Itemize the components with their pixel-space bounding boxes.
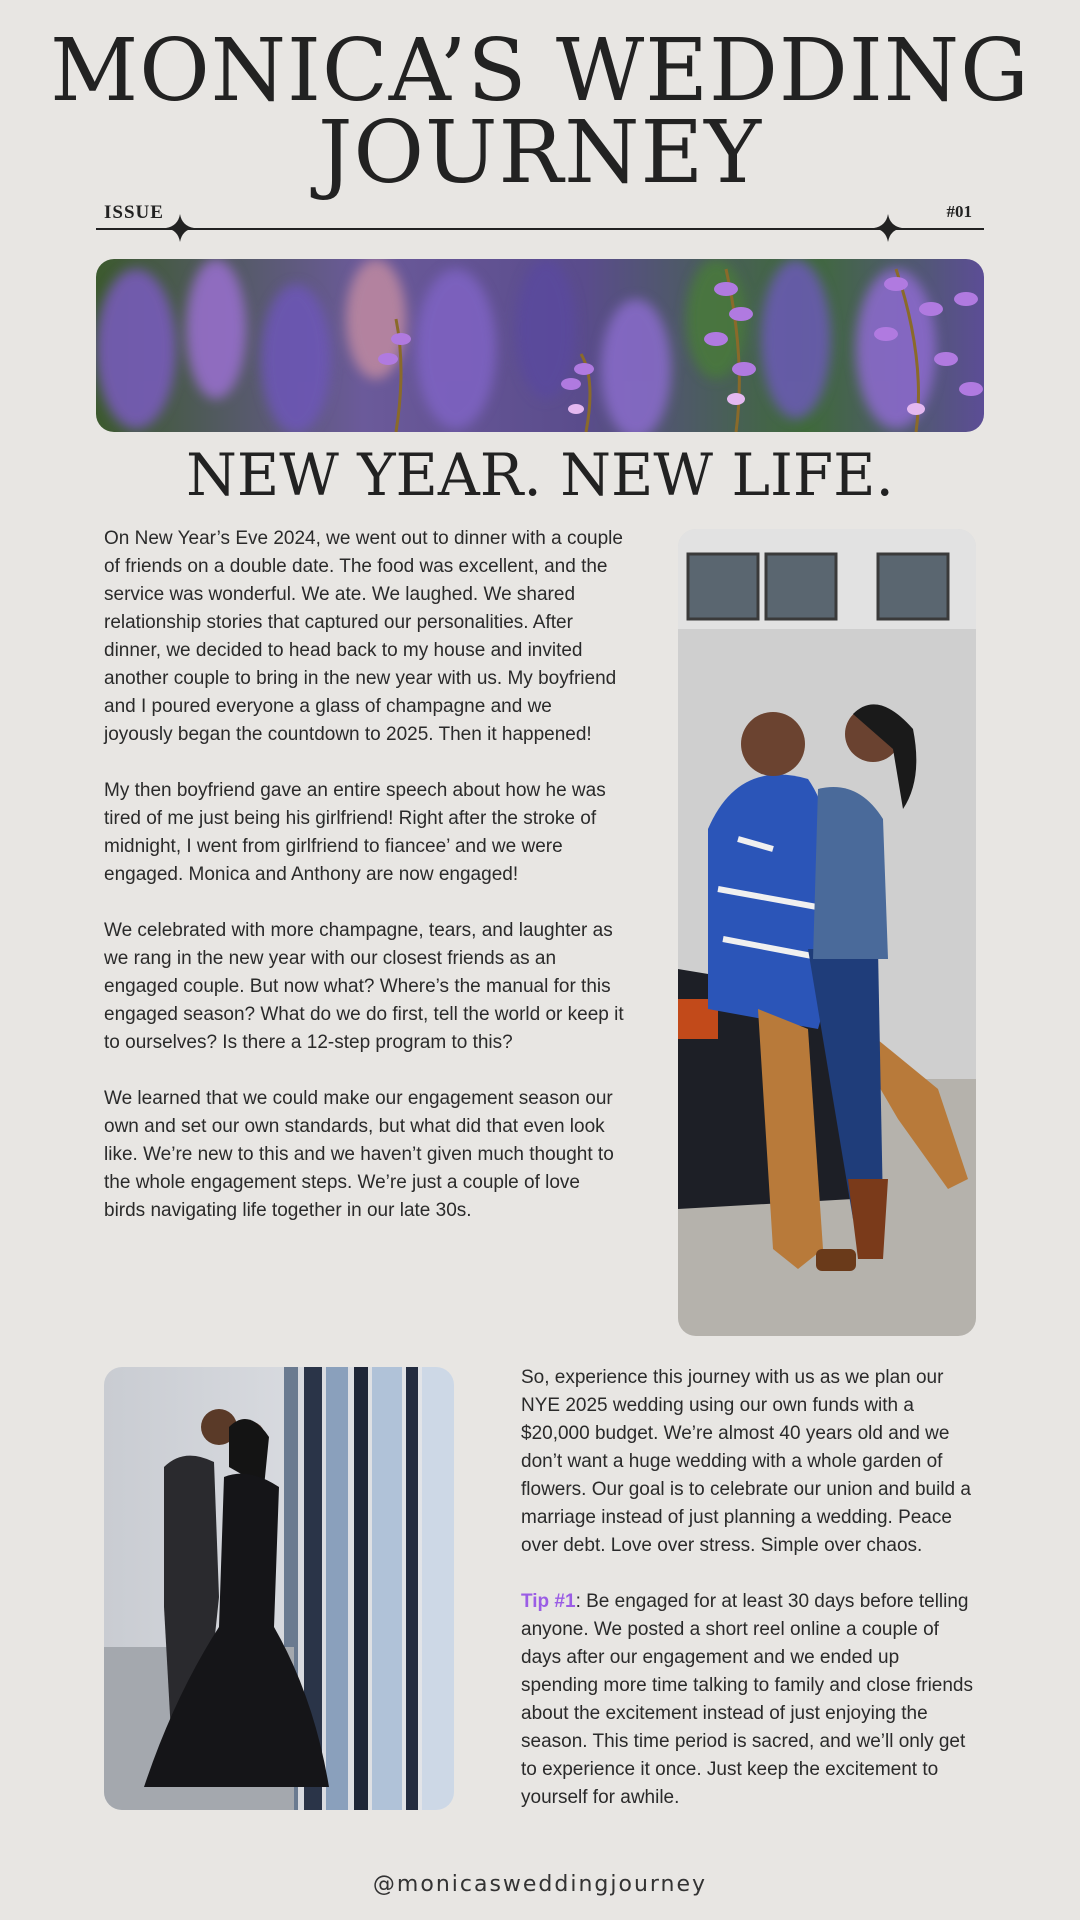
magazine-title [0,21,1080,203]
tip-label: Tip #1 [521,1591,576,1612]
issue-number: #01 [946,202,972,221]
social-handle: @monicasweddingjourney [372,1872,708,1897]
tip-paragraph [521,1588,981,1812]
sparkle-icon [166,214,194,242]
paragraph: We celebrated with more champagne, tears, and laughter as we rang in the new year with our closest friends as an engaged couple. But now what? Where’s the manual for this engaged season? What do we do first, tell the world or keep it to ourselves? Is there a 12-step program to this? [104,920,624,1053]
divider-rule [96,228,984,230]
paragraph: So, experience this journey with us as we plan our NYE 2025 wedding using our own funds with a $20,000 budget. We’re almost 40 years old and we don’t want a huge wedding with a whole garden of flowers. Our goal is to celebrate our union and build a marriage instead of just planning a wedding. Peace over debt. Love over stress. Simple over chaos. [521,1367,971,1556]
right-column-text [521,1364,981,1840]
paragraph: On New Year’s Eve 2024, we went out to dinner with a couple of friends on a double date. The food was excellent, and the service was wonderful. We ate. We laughed. We shared relationship stories that captured our personalities. After dinner, we decided to head back to my house and invited another couple to bring in the new year with us. My boyfriend and I poured everyone a glass of champagne and we joyously began the countdown to 2025. Then it happened! [104,528,623,745]
couple-casual-photo [678,529,976,1336]
title-line-1: MONICA’S WEDDING [50,21,1030,121]
sparkle-icon [874,214,902,242]
left-column-text [104,525,624,1253]
issue-label: ISSUE [104,202,164,223]
paragraph: We learned that we could make our engagement season our own and set our own standards, but what did that even look like. We’re new to this and we haven’t given much thought to the whole engagement steps. We’re just a couple of love birds navigating life together in our late 30s. [104,1088,614,1221]
couple-formal-photo [104,1367,454,1810]
title-line-2: JOURNEY [317,103,762,203]
paragraph: My then boyfriend gave an entire speech about how he was tired of me just being his girlfriend! Right after the stroke of midnight, I went from girlfriend to fiancee’ and we were engaged. Monica and Anthony are now engaged! [104,780,606,885]
tip-text: : Be engaged for at least 30 days before telling anyone. We posted a short reel online a couple of days after our engagement and we ended up spending more time talking to family and close friends about the excitement instead of just enjoying the season. This time period is sacred, and we’ll only get to experience it once. Just keep the excitement to yourself for awhile. [521,1591,974,1808]
lavender-banner-image [96,259,984,432]
issue-row [96,200,984,240]
section-heading: NEW YEAR. NEW LIFE. [186,441,894,509]
